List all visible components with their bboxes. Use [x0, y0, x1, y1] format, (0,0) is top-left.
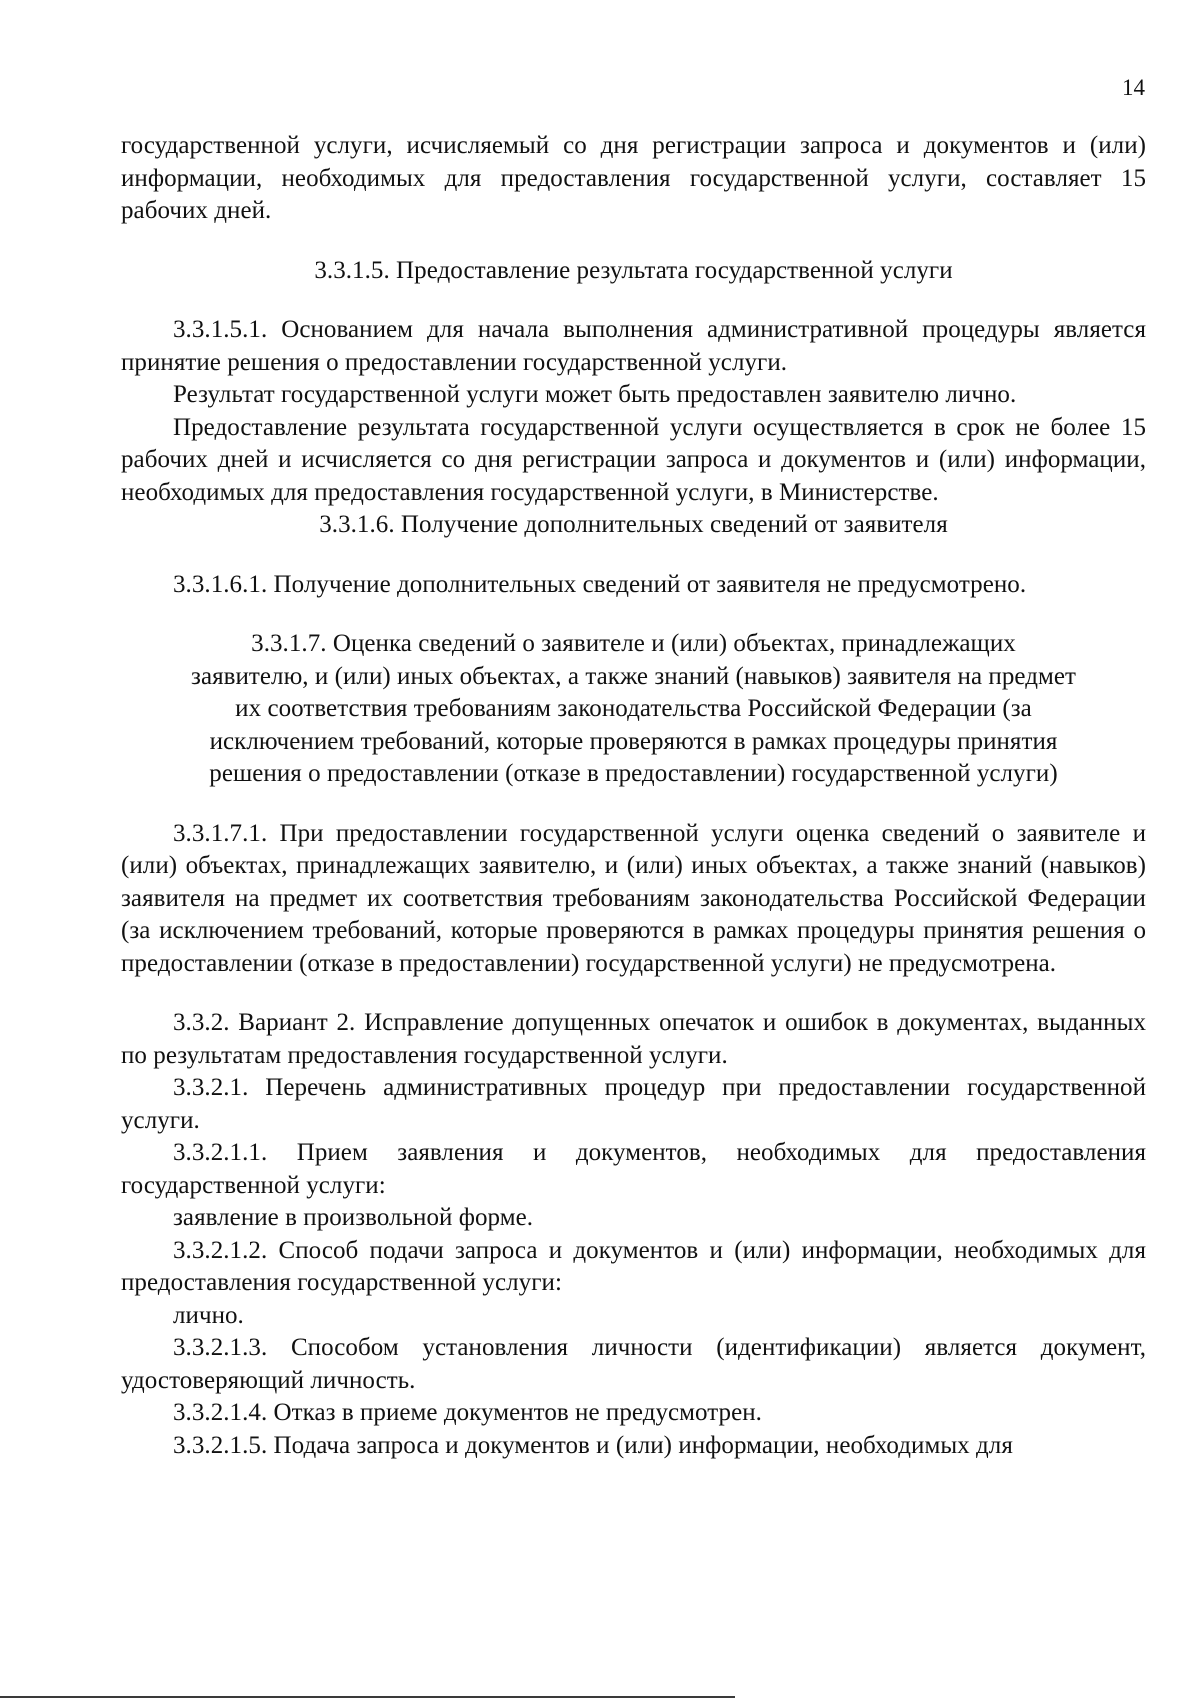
paragraph-3-3-2-1-3: 3.3.2.1.3. Способом установления личности (идентификации) является документ, удостоверяющий личность.: [121, 1334, 1146, 1394]
paragraph-3-3-1-7-1: 3.3.1.7.1. При предоставлении государственной услуги оценка сведений о заявителе и (или) объектах, принадлежащих заявителю, и (или) иных объектах, а также знаний (навыков) заявителя на предмет их соответствия требованиям законодательства Российской Федерации (за исключением требований, которые проверяются в рамках процедуры принятия решения о предоставлении (отказе в предоставлении) государственной услуги) не предусмотрена.: [121, 819, 1146, 977]
paragraph-3-3-2-1: 3.3.2.1. Перечень административных процедур при предоставлении государственной услуги.: [121, 1074, 1146, 1134]
section-heading-3-3-1-6: 3.3.1.6. Получение дополнительных сведений от заявителя: [319, 511, 948, 538]
heading-line: их соответствия требованиям законодательства Российской Федерации (за: [235, 695, 1032, 722]
paragraph-3-3-2-1-5: 3.3.2.1.5. Подача запроса и документов и (или) информации, необходимых для: [173, 1431, 1013, 1459]
page-number: 14: [1122, 75, 1145, 100]
paragraph-continuation: государственной услуги, исчисляемый со дня регистрации запроса и документов и (или) информации, необходимых для предоставления государственной услуги, составляет 15 рабочих дней.: [121, 132, 1146, 224]
paragraph-result-term: Предоставление результата государственной услуги осуществляется в срок не более 15 рабочих дней и исчисляется со дня регистрации запроса и документов и (или) информации, необходимых для предоставления государственной услуги, в Министерстве.: [121, 413, 1146, 506]
paragraph-result-delivery: Результат государственной услуги может быть предоставлен заявителю лично.: [173, 381, 1017, 408]
heading-line: исключением требований, которые проверяются в рамках процедуры принятия: [209, 727, 1058, 755]
section-heading-3-3-1-5: 3.3.1.5. Предоставление результата государственной услуги: [314, 256, 953, 284]
paragraph-3-3-1-6-1: 3.3.1.6.1. Получение дополнительных сведений от заявителя не предусмотрено.: [173, 570, 1027, 598]
section-heading-3-3-1-7: [121, 628, 1146, 791]
document-body: [121, 130, 1146, 1462]
heading-line: 3.3.1.7. Оценка сведений о заявителе и (или) объектах, принадлежащих: [251, 630, 1016, 657]
paragraph-3-3-1-5-1: 3.3.1.5.1. Основанием для начала выполнения административной процедуры является принятие решения о предоставлении государственной услуги.: [121, 316, 1146, 376]
paragraph-in-person: лично.: [173, 1301, 244, 1329]
heading-line: заявителю, и (или) иных объектах, а также знаний (навыков) заявителя на предмет: [191, 662, 1076, 690]
scan-edge-line: [0, 1696, 735, 1698]
paragraph-application-form: заявление в произвольной форме.: [173, 1204, 534, 1231]
paragraph-3-3-2-1-1: 3.3.2.1.1. Прием заявления и документов, необходимых для предоставления государственной услуги:: [121, 1139, 1146, 1199]
paragraph-3-3-2-1-2: 3.3.2.1.2. Способ подачи запроса и документов и (или) информации, необходимых для предоставления государственной услуги:: [121, 1236, 1146, 1296]
heading-line: решения о предоставлении (отказе в предоставлении) государственной услуги): [209, 760, 1058, 787]
paragraph-3-3-2-1-4: 3.3.2.1.4. Отказ в приеме документов не предусмотрен.: [173, 1399, 762, 1426]
paragraph-3-3-2: 3.3.2. Вариант 2. Исправление допущенных опечаток и ошибок в документах, выданных по результатам предоставления государственной услуги.: [121, 1009, 1146, 1069]
